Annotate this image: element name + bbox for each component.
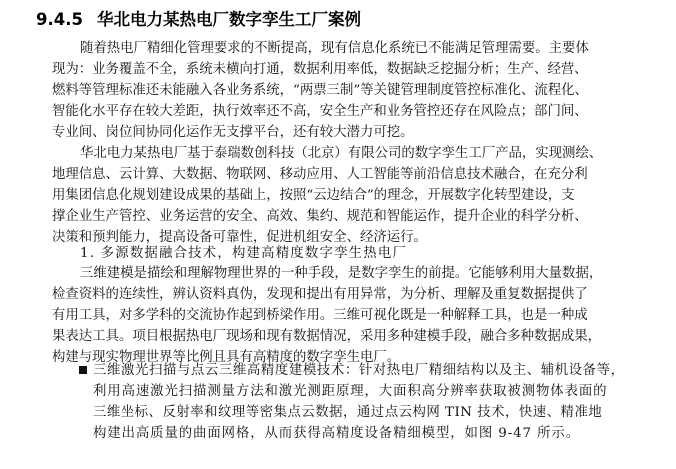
paragraph-1-line-3: 燃料等管理标准还未能融入各业务系统，“两票三制”等关键管理制度管控标准化、流程化、 xyxy=(52,83,588,98)
paragraph-2-line-1: 华北电力某热电厂基于泰瑞数创科技（北京）有限公司的数字孪生工厂产品，实现测绘、 xyxy=(80,146,603,161)
section-number: 9.4.5 xyxy=(36,10,83,29)
subsection-heading: 1. 多源数据融合技术，构建高精度数字孪生热电厂 xyxy=(80,246,408,261)
section-heading xyxy=(36,7,361,33)
paragraph-3-line-2: 检查资料的连续性，辨认资料真伪，发现和提出有用异常，为分析、理解及重复数据提供了 xyxy=(52,287,588,302)
bullet-line-3: 三维坐标、反射率和纹理等密集点云数据，通过点云构网 TIN 技术，快速、精准地 xyxy=(93,405,603,420)
bullet-square-icon xyxy=(79,366,87,374)
paragraph-3-line-5: 构建与现实物理世界等比例且具有高精度的数字孪生电厂。 xyxy=(52,350,401,365)
bullet-line-2: 利用高速激光扫描测量方法和激光测距原理，大面积高分辨率获取被测物体表面的 xyxy=(93,384,608,399)
paragraph-2-line-5: 决策和预判能力，提高设备可靠性，促进机组安全、经济运行。 xyxy=(52,230,427,245)
bullet-line-4: 构建出高质量的曲面网格，从而获得高精度设备精细模型，如图 9-47 所示。 xyxy=(93,426,581,441)
paragraph-3-line-1: 三维建模是描绘和理解物理世界的一种手段，是数字孪生的前提。它能够利用大量数据， xyxy=(80,266,603,281)
paragraph-2-line-4: 撑企业生产管控、业务运营的安全、高效、集约、规范和智能运作，提升企业的科学分析、 xyxy=(52,209,588,224)
paragraph-2-line-2: 地理信息、云计算、大数据、物联网、移动应用、人工智能等前沿信息技术融合，在充分利 xyxy=(52,167,588,182)
paragraph-1-line-1: 随着热电厂精细化管理要求的不断提高，现有信息化系统已不能满足管理需要。主要体 xyxy=(80,41,589,56)
paragraph-1-line-4: 智能化水平存在较大差距，执行效率还不高，安全生产和业务管控还存在风险点；部门间、 xyxy=(52,104,588,119)
paragraph-1-line-5: 专业间、岗位间协同化运作无支撑平台，还有较大潜力可挖。 xyxy=(52,125,414,140)
section-title: 华北电力某热电厂数字孪生工厂案例 xyxy=(96,10,361,29)
paragraph-3-line-4: 果表达工具。项目根据热电厂现场和现有数据情况，采用多种建模手段，融合多种数据成果， xyxy=(52,329,602,344)
paragraph-2-line-3: 用集团信息化规划建设成果的基础上，按照“云边结合”的理念，开展数字化转型建设，支 xyxy=(52,188,575,203)
bullet-line-1: 三维激光扫描与点云三维高精度建模技术：针对热电厂精细结构以及主、辅机设备等， xyxy=(93,363,625,378)
paragraph-1-line-2: 现为：业务覆盖不全，系统未横向打通，数据利用率低，数据缺乏挖掘分析；生产、经营、 xyxy=(52,62,588,77)
paragraph-3-line-3: 有用工具，对多学科的交流协作起到桥梁作用。三维可视化既是一种解释工具，也是一种成 xyxy=(52,308,588,323)
